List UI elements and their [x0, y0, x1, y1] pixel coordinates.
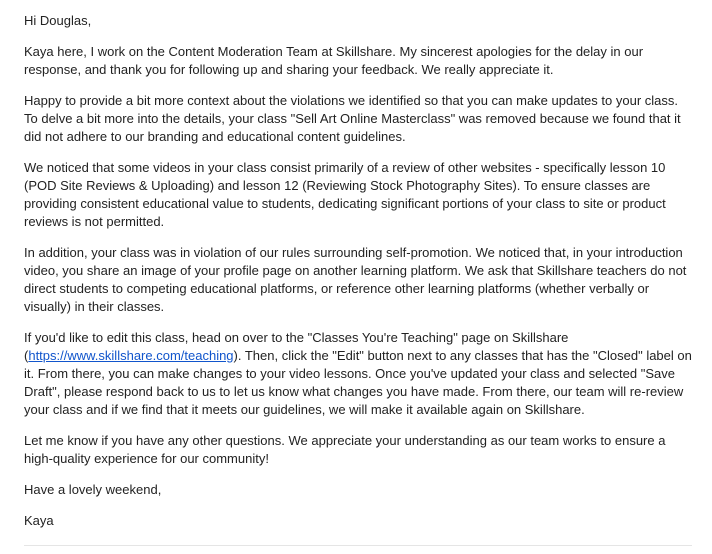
email-signature: Kaya: [24, 513, 54, 528]
email-body: [24, 12, 692, 530]
email-greeting: Hi Douglas,: [24, 13, 92, 28]
edit-instructions-text-before: If you'd like to edit this class, head on over to the "Classes You're Teaching" page on Skillshare (: [24, 330, 569, 363]
email-paragraph-closing: Let me know if you have any other questions. We appreciate your understanding as our team works to ensure a high-quality experience for our community!: [24, 433, 666, 466]
email-paragraph-context: Happy to provide a bit more context about the violations we identified so that you can make updates to your class. To delve a bit more into the details, your class "Sell Art Online Masterclass" was removed because we found that it did not adhere to our branding and educational content guidelines.: [24, 93, 681, 144]
email-paragraph-intro: Kaya here, I work on the Content Moderation Team at Skillshare. My sincerest apologies for the delay in our response, and thank you for following up and sharing your feedback. We really appreciate it.: [24, 44, 644, 77]
email-paragraph-reviews-violation: We noticed that some videos in your class consist primarily of a review of other websites - specifically lesson 10 (POD Site Reviews & Uploading) and lesson 12 (Reviewing Stock Photography Sites). To ensure classes are providing consistent educational value to students, dedicating significant portions of your class to site or product reviews is not permitted.: [24, 160, 666, 229]
email-divider: [24, 545, 692, 546]
email-paragraph-self-promotion: In addition, your class was in violation of our rules surrounding self-promotion. We noticed that, in your introduction video, you share an image of your profile page on another learning platform. We ask that Skillshare teachers do not direct students to competing educational platforms, or reference other learning platforms (whether verbally or visually) in their classes.: [24, 245, 687, 314]
skillshare-teaching-link[interactable]: https://www.skillshare.com/teaching: [28, 348, 234, 363]
email-signoff: Have a lovely weekend,: [24, 482, 162, 497]
email-paragraph-edit-instructions: [24, 329, 692, 419]
edit-instructions-text-after: ). Then, click the "Edit" button next to any classes that has the "Closed" label on it. From there, you can make changes to your video lessons. Once you've updated your class and selected "Save Draft", please respond back to us to let us know what changes you have made. From there, our team will re-review your class and if we find that it meets our guidelines, we will make it available again on Skillshare.: [24, 348, 692, 417]
